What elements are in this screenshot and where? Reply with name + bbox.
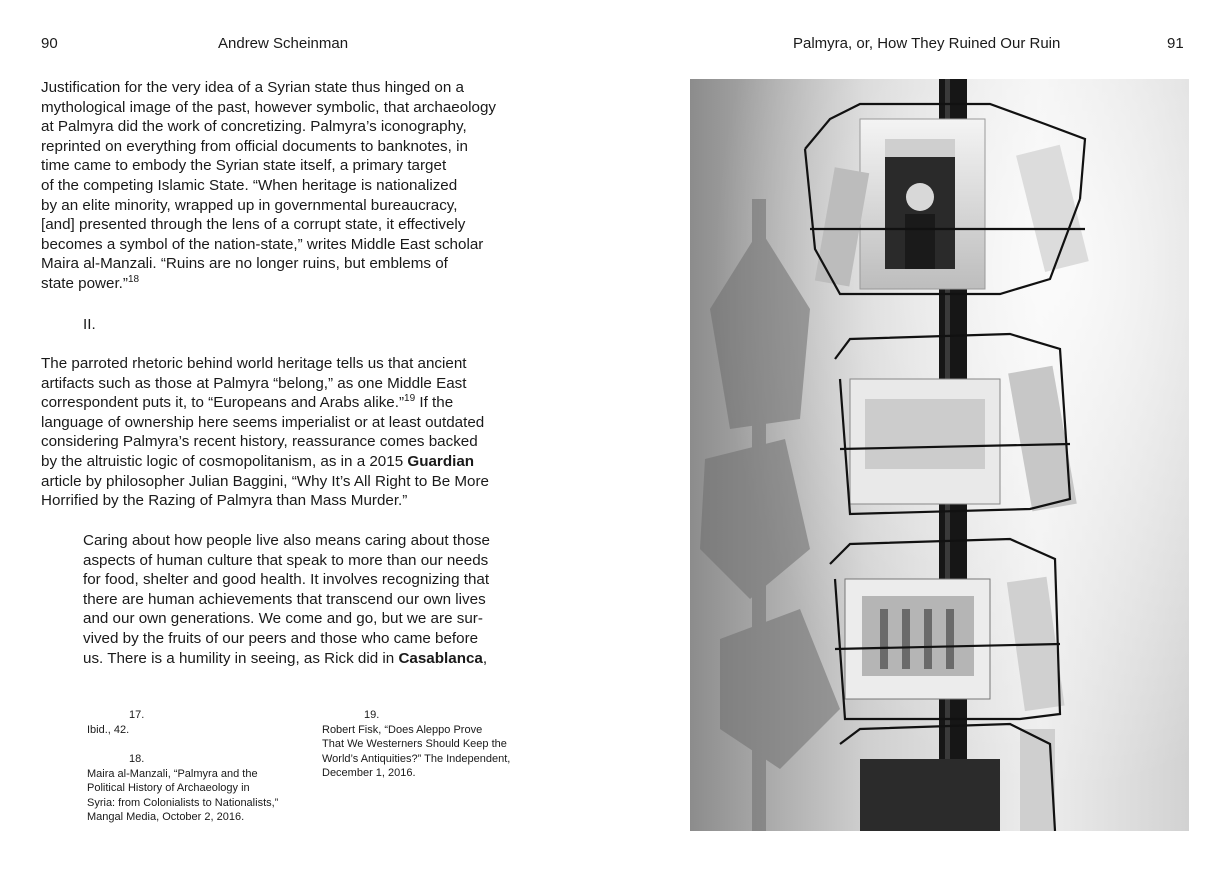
text-line: and our own generations. We come and go, but we are sur- (83, 610, 483, 628)
publication-title: Guardian (407, 452, 475, 470)
text-line: there are human achievements that transcend our own lives (83, 590, 486, 608)
footnote-text-line: That We Westerners Should Keep the (322, 738, 507, 750)
text-line: considering Palmyra’s recent history, reassurance comes backed (41, 433, 478, 451)
footnote-text-line: Maira al-Manzali, “Palmyra and the (87, 767, 258, 780)
running-head-author: Andrew Scheinman (218, 35, 349, 52)
text-line (41, 452, 546, 472)
text-line: of the competing Islamic State. “When heritage is nationalized (41, 176, 458, 194)
text-line (83, 649, 553, 669)
text-line: at Palmyra did the work of concretizing. Palmyra’s iconography, (41, 118, 467, 136)
footnote-number: 17. (129, 709, 145, 721)
footnote-text-line: World’s Antiquities?” The Independent, (322, 752, 511, 765)
photo-drawing (690, 79, 1189, 831)
text-line (41, 274, 546, 294)
footnote-text: Ibid., 42. (87, 723, 130, 736)
paragraph-1 (41, 78, 546, 294)
text-line: becomes a symbol of the nation-state,” writes Middle East scholar (41, 235, 484, 253)
text-fragment: , (482, 649, 488, 667)
block-quote (83, 531, 553, 668)
running-head-title: Palmyra, or, How They Ruined Our Ruin (793, 35, 1061, 52)
text-line: vived by the fruits of our peers and those who came before (83, 629, 479, 647)
footnote-text-line: December 1, 2016. (322, 767, 416, 779)
text-line: for food, shelter and good health. It involves recognizing that (83, 571, 490, 589)
text-fragment: us. There is a humility in seeing, as Rick did in (83, 649, 399, 667)
text-fragment: by the altruistic logic of cosmopolitanism, as in a 2015 (41, 452, 408, 470)
text-line: Justification for the very idea of a Syrian state thus hinged on a (41, 79, 464, 96)
footnote-text-line: Political History of Archaeology in (87, 782, 250, 794)
text-line: The parroted rhetoric behind world heritage tells us that ancient (41, 355, 467, 372)
text-fragment: If the (415, 394, 454, 412)
text-line: artifacts such as those at Palmyra “belong,” as one Middle East (41, 374, 467, 392)
text-line: aspects of human culture that speak to more than our needs (83, 551, 489, 569)
left-page-number: 90 (41, 35, 58, 52)
footnote-ref-18[interactable]: 18 (127, 273, 140, 285)
footnote-number: 18. (129, 753, 145, 765)
paragraph-2 (41, 354, 546, 511)
text-fragment: state power.” (41, 274, 128, 292)
text-line (41, 393, 546, 413)
text-line: Horrified by the Razing of Palmyra than Mass Murder.” (41, 492, 408, 510)
footnote-19 (322, 708, 552, 781)
text-line: reprinted on everything from official documents to banknotes, in (41, 137, 468, 155)
right-page-number: 91 (1167, 35, 1184, 52)
text-line: Caring about how people live also means caring about those (83, 532, 490, 549)
text-line: language of ownership here seems imperialist or at least outdated (41, 413, 485, 431)
footnote-number: 19. (364, 709, 380, 721)
text-line: article by philosopher Julian Baggini, “Why It’s All Right to Be More (41, 472, 489, 490)
footnote-text-line: Robert Fisk, “Does Aleppo Prove (322, 723, 483, 736)
postcard-rack-photo (690, 79, 1189, 831)
footnote-ref-19[interactable]: 19 (404, 393, 416, 405)
text-fragment: correspondent puts it, to “Europeans and Arabs alike.” (41, 394, 405, 412)
footnote-text-line: Mangal Media, October 2, 2016. (87, 811, 245, 823)
footnote-text-line: Syria: from Colonialists to Nationalists,” (87, 796, 279, 809)
footnote-18 (87, 752, 317, 825)
text-line: [and] presented through the lens of a corrupt state, it effectively (41, 216, 466, 234)
text-line: Maira al-Manzali. “Ruins are no longer ruins, but emblems of (41, 255, 448, 273)
film-title: Casablanca (398, 649, 483, 667)
footnote-17 (87, 708, 317, 737)
section-number: II. (83, 316, 96, 333)
text-line: mythological image of the past, however symbolic, that archaeology (41, 98, 497, 116)
text-line: by an elite minority, wrapped up in governmental bureaucracy, (41, 196, 458, 214)
text-line: time came to embody the Syrian state itself, a primary target (41, 157, 447, 175)
